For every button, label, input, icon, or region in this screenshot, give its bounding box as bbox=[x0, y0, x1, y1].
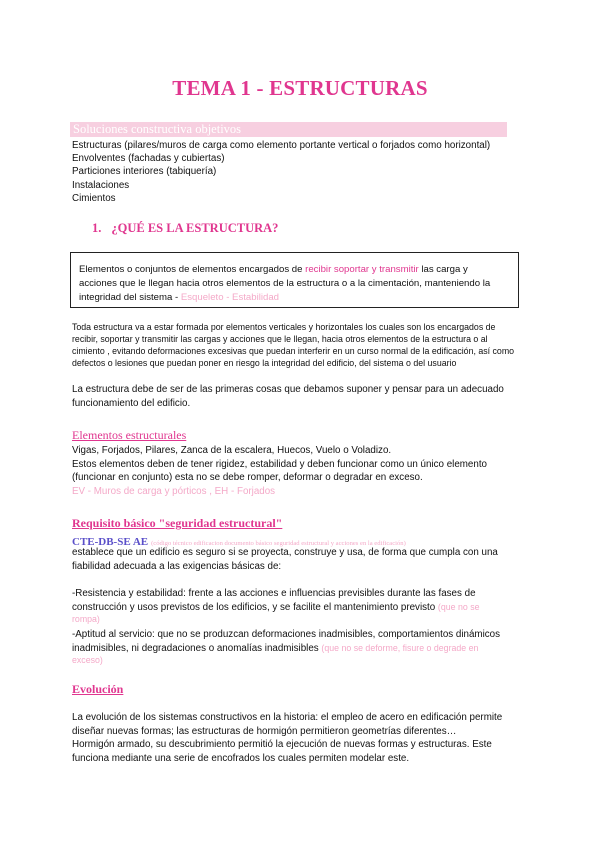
evolution-line: funciona mediante una serie de encofrados los cuales permiten modelar este. bbox=[72, 753, 410, 764]
evolution-line: diseñar nuevas formas; las estructuras de hormigón permitieron geometrías diferentes… bbox=[72, 726, 457, 737]
objective-item: Cimientos bbox=[72, 193, 116, 204]
cte-note: (código técnico edificacion documento básico seguridad estructural y acciones en la edificación) bbox=[151, 540, 406, 547]
section-band bbox=[70, 122, 507, 137]
section-heading-requirement: Requisito básico "seguridad estructural" bbox=[72, 516, 283, 530]
objective-item: Instalaciones bbox=[72, 180, 130, 191]
elements-line: Vigas, Forjados, Pilares, Zanca de la escalera, Huecos, Vuelo o Voladizo. bbox=[72, 445, 392, 456]
elements-line: Estos elementos deben de tener rigidez, estabilidad y deben funcionar como un único elemento bbox=[72, 459, 487, 470]
requirement-item: -Resistencia y estabilidad: frente a las acciones e influencias previsibles durante las fases de bbox=[72, 588, 476, 599]
definition-line: Elementos o conjuntos de elementos encargados de recibir soportar y transmitir las carga y bbox=[79, 264, 468, 275]
paragraph-line: defectos o lesiones que puedan poner en riesgo la integridad del edificio, del sistema o del usuario bbox=[72, 358, 457, 368]
requirement-item: inadmisibles, ni degradaciones o anomalías inadmisibles (que no se deforme, fisure o degrade en bbox=[72, 643, 479, 654]
requirement-note: exceso) bbox=[72, 655, 103, 665]
section-heading-elements: Elementos estructurales bbox=[72, 428, 187, 442]
requirement-item: construcción y usos previstos de los edificios, y se facilite el mantenimiento previsto (que no se bbox=[72, 602, 480, 613]
requirement-note: (que no se deforme, fisure o degrade en bbox=[321, 643, 479, 653]
section-heading-evolution: Evolución bbox=[72, 682, 124, 696]
requirement-item: -Aptitud al servicio: que no se produzcan deformaciones inadmisibles, comportamientos dinámicos bbox=[72, 629, 501, 640]
paragraph-line: La estructura debe de ser de las primeras cosas que debamos suponer y pensar para un adecuado bbox=[72, 384, 504, 395]
paragraph-line: Toda estructura va a estar formada por elementos verticales y horizontales los cuales son los encargados de bbox=[72, 322, 496, 332]
requirement-note: rompa) bbox=[72, 614, 100, 624]
page-title: TEMA 1 - ESTRUCTURAS bbox=[172, 76, 428, 100]
evolution-line: Hormigón armado, su descubrimiento permitió la ejecución de nuevas formas y estructuras. Este bbox=[72, 739, 492, 750]
definition-note: Esqueleto - Estabilidad bbox=[180, 292, 279, 303]
section-heading-structure bbox=[92, 221, 278, 236]
band-heading: Soluciones constructiva objetivos bbox=[73, 122, 242, 136]
definition-line: integridad del sistema - Esqueleto - Estabilidad bbox=[79, 292, 279, 303]
section-number: 1. bbox=[92, 221, 102, 235]
paragraph-line: recibir, soportar y transmitir las cargas y acciones que le llegan, hacia otros elementos de la estructura o al bbox=[72, 334, 488, 344]
evolution-line: La evolución de los sistemas constructivos en la historia: el empleo de acero en edificación permite bbox=[72, 712, 503, 723]
objective-item: Estructuras (pilares/muros de carga como elemento portante vertical o forjados como horizontal) bbox=[72, 140, 491, 151]
objective-item: Particiones interiores (tabiquería) bbox=[72, 166, 217, 177]
section-title: ¿QUÉ ES LA ESTRUCTURA? bbox=[111, 221, 279, 235]
objective-item: Envolventes (fachadas y cubiertas) bbox=[72, 153, 225, 164]
requirement-line: fiabilidad adecuada a las exigencias básicas de: bbox=[72, 561, 282, 572]
requirement-line: establece que un edificio es seguro si se proyecta, construye y usa, de forma que cumpla con una bbox=[72, 547, 498, 558]
requirement-note: (que no se bbox=[437, 602, 480, 612]
definition-highlight: recibir soportar y transmitir bbox=[305, 264, 419, 275]
elements-note: EV - Muros de carga y pórticos , EH - Forjados bbox=[72, 486, 276, 497]
definition-line: acciones que le llegan hacia otros elementos de la estructura o a la cimentación, manteniendo la bbox=[79, 278, 491, 289]
paragraph-line: cimiento , evitando deformaciones excesivas que puedan interferir en un curso normal de la edificación, así como bbox=[72, 346, 515, 356]
cte-code: CTE-DB-SE AE bbox=[72, 536, 149, 548]
definition-box bbox=[70, 252, 519, 308]
paragraph-line: funcionamiento del edificio. bbox=[72, 398, 191, 409]
elements-line: (funcionar en conjunto) esta no se debe romper, deformar o degradar en exceso. bbox=[72, 472, 423, 483]
